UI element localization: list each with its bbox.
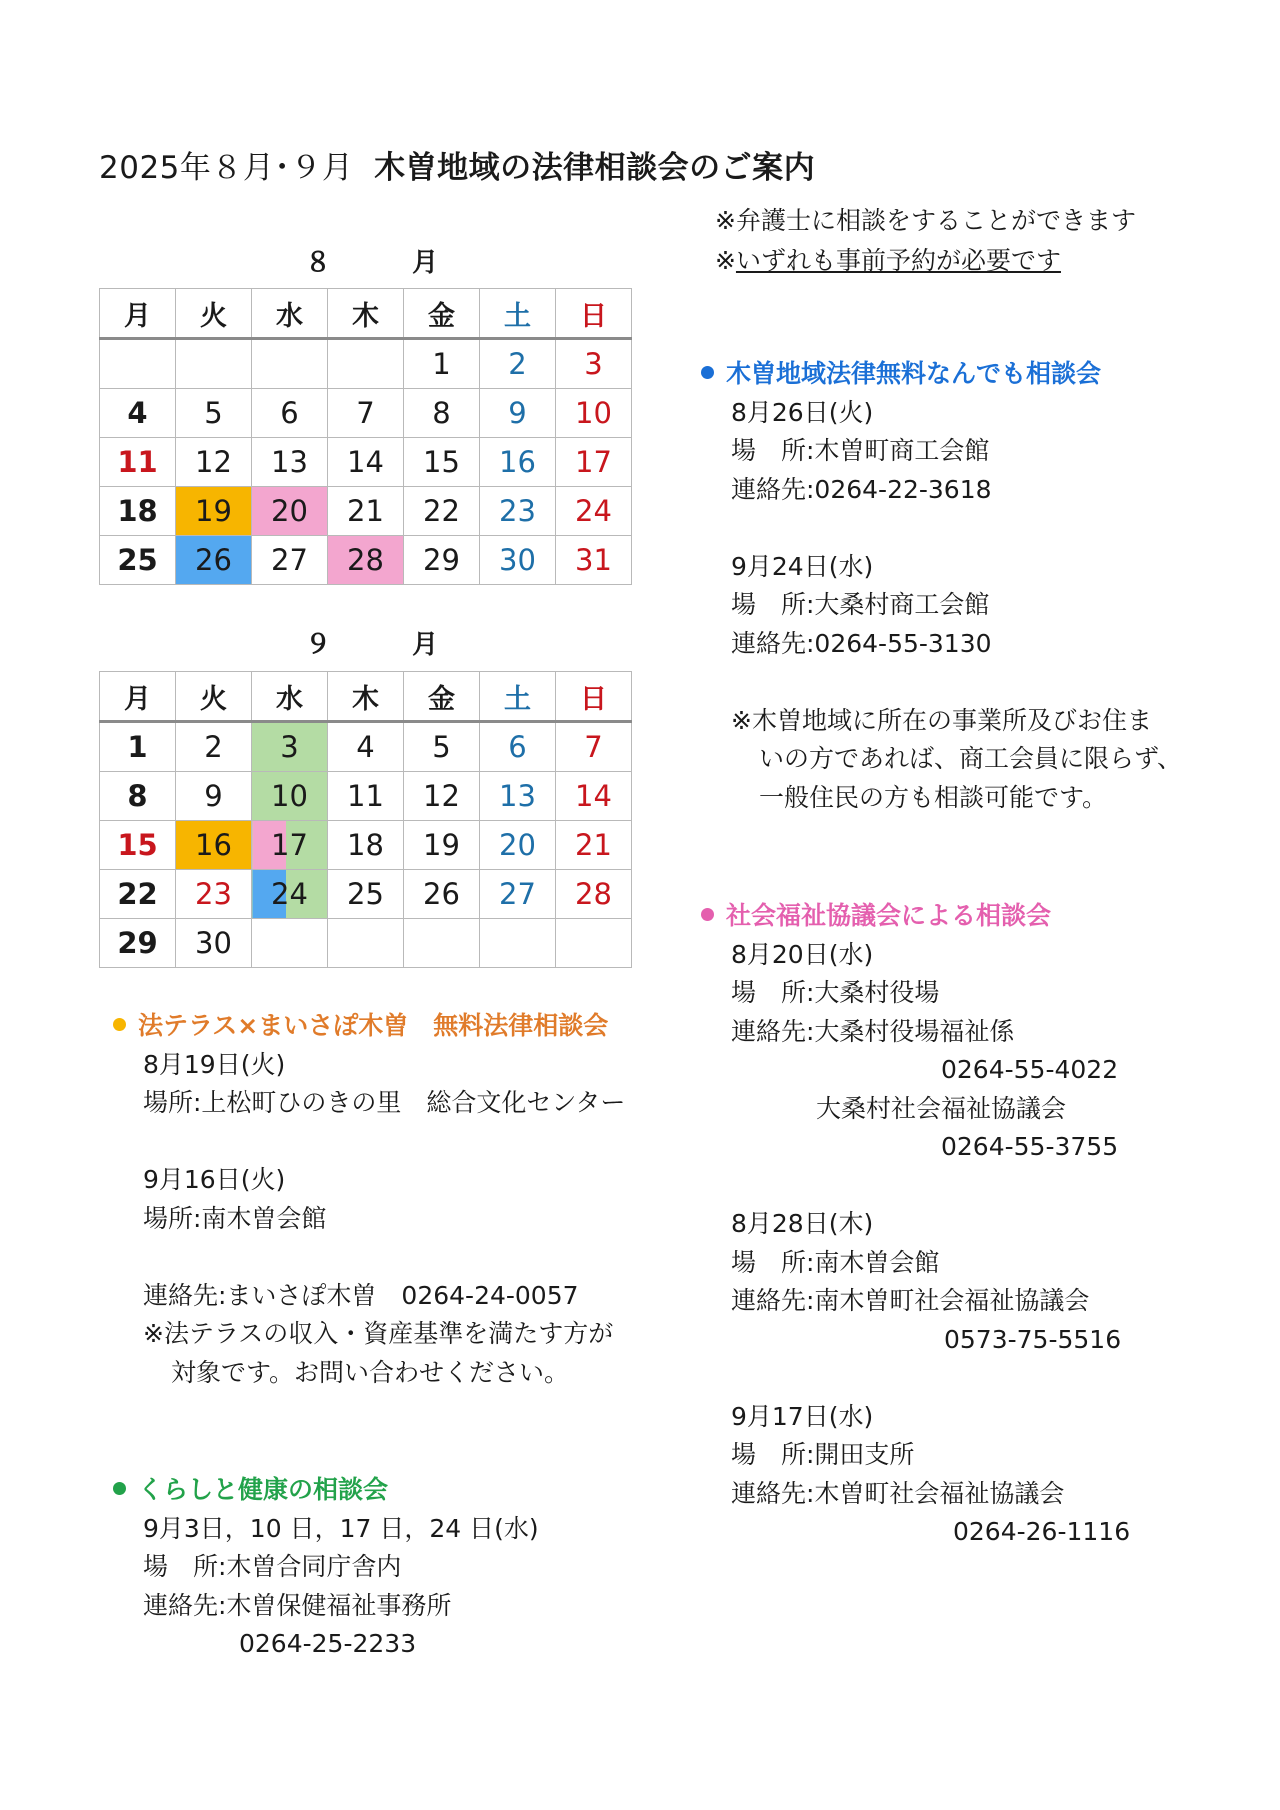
day-cell: 20 (480, 821, 556, 870)
day-cell: 22 (404, 487, 480, 536)
weekday-tue: 火 (176, 289, 252, 339)
weekday-fri: 金 (404, 672, 480, 722)
weekday-sat: 土 (480, 289, 556, 339)
day-cell: 4 (100, 389, 176, 438)
section-kurashi (113, 1471, 539, 1664)
day-cell (328, 919, 404, 968)
houterasu-contact: 連絡先:まいさぽ木曽 0264-24-0057 (143, 1280, 579, 1310)
shakyo-tel2: 0573-75-5516 (944, 1324, 1122, 1354)
day-cell: 5 (176, 389, 252, 438)
kurashi-heading (113, 1471, 539, 1510)
day-cell: 1 (404, 339, 480, 389)
day-cell: 28 (556, 870, 632, 919)
bullet-dot-icon (113, 1482, 126, 1495)
shakyo-contact2: 連絡先:南木曽町社会福祉協議会 (731, 1286, 1090, 1315)
day-cell: 29 (100, 919, 176, 968)
day-cell: 12 (176, 438, 252, 487)
shakyo-date2: 8月28日(木) (731, 1209, 874, 1238)
houterasu-heading-text: 法テラス×まいさぽ木曽 無料法律相談会 (138, 1011, 609, 1040)
shakyo-org1b: 大桑村社会福祉協議会 (816, 1093, 1067, 1123)
day-cell: 15 (404, 438, 480, 487)
kiso-contact2: 連絡先:0264-55-3130 (731, 628, 992, 658)
weekday-sun: 日 (556, 672, 632, 722)
day-cell: 7 (556, 722, 632, 772)
weekday-sun: 日 (556, 289, 632, 339)
day-cell: 13 (252, 438, 328, 487)
page-title (99, 142, 815, 187)
weekday-thu: 木 (328, 289, 404, 339)
day-cell: 9 (176, 772, 252, 821)
day-cell: 27 (252, 536, 328, 585)
title-main: 木曽地域の法律相談会のご案内 (374, 150, 816, 186)
weekday-mon: 月 (100, 672, 176, 722)
kiso-note3: 一般住民の方も相談可能です。 (759, 782, 1108, 812)
kiso-note2: いの方であれば、商工会員に限らず、 (759, 744, 1183, 773)
day-cell (404, 919, 480, 968)
day-cell: 12 (404, 772, 480, 821)
day-cell: 25 (100, 536, 176, 585)
day-cell: 13 (480, 772, 556, 821)
day-cell: 16 (480, 438, 556, 487)
shakyo-place1: 場 所:大桑村役場 (731, 978, 940, 1007)
bullet-dot-icon (113, 1018, 126, 1031)
shakyo-heading (701, 897, 1130, 936)
day-cell: 31 (556, 536, 632, 585)
day-cell-holiday: 15 (100, 821, 176, 870)
day-cell: 21 (328, 487, 404, 536)
kurashi-tel: 0264-25-2233 (239, 1629, 417, 1658)
kiso-contact1: 連絡先:0264-22-3618 (731, 474, 992, 504)
section-kiso (701, 355, 1182, 817)
day-cell: 26 (404, 870, 480, 919)
day-cell-shakyo: 28 (328, 536, 404, 585)
kiso-heading (701, 355, 1182, 394)
august-label (305, 242, 438, 279)
day-cell-houterasu: 16 (176, 821, 252, 870)
day-cell: 1 (100, 722, 176, 772)
weekday-thu: 木 (328, 672, 404, 722)
day-cell-kurashi: 3 (252, 722, 328, 772)
shakyo-contact1: 連絡先:大桑村役場福祉係 (731, 1016, 1015, 1046)
shakyo-place3: 場 所:開田支所 (731, 1440, 915, 1469)
note-lawyer: ※弁護士に相談をすることができます (715, 206, 1136, 235)
note-reservation: ※いずれも事前予約が必要です (715, 246, 1061, 275)
day-cell: 6 (480, 722, 556, 772)
kiso-place2: 場 所:大桑村商工会館 (731, 590, 990, 619)
day-cell: 18 (100, 487, 176, 536)
weekday-wed: 水 (252, 289, 328, 339)
shakyo-date1: 8月20日(水) (731, 939, 874, 969)
shakyo-place2: 場 所:南木曽会館 (731, 1247, 940, 1277)
day-cell-kiso: 26 (176, 536, 252, 585)
august-calendar (99, 288, 632, 585)
houterasu-place2: 場所:南木曽会館 (143, 1203, 327, 1233)
houterasu-heading (113, 1007, 625, 1046)
day-cell: 24 (556, 487, 632, 536)
weekday-fri: 金 (404, 289, 480, 339)
shakyo-heading-text: 社会福祉協議会による相談会 (726, 901, 1052, 930)
day-cell: 29 (404, 536, 480, 585)
kiso-place1: 場 所:木曽町商工会館 (731, 436, 990, 465)
houterasu-note2: 対象です。お問い合わせください。 (171, 1357, 570, 1387)
day-cell: 2 (480, 339, 556, 389)
day-cell (252, 339, 328, 389)
september-num: ９ (305, 630, 332, 660)
day-cell (100, 339, 176, 389)
day-cell (252, 919, 328, 968)
section-houterasu (113, 1007, 625, 1392)
kurashi-heading-text: くらしと健康の相談会 (138, 1475, 389, 1504)
day-cell-holiday: 11 (100, 438, 176, 487)
houterasu-date1: 8月19日(火) (143, 1049, 286, 1079)
day-cell: 7 (328, 389, 404, 438)
shakyo-tel1: 0264-55-4022 (941, 1055, 1119, 1084)
day-cell: 2 (176, 722, 252, 772)
day-cell-kurashi: 10 (252, 772, 328, 821)
day-cell: 25 (328, 870, 404, 919)
weekday-mon: 月 (100, 289, 176, 339)
day-cell (556, 919, 632, 968)
day-cell-houterasu: 19 (176, 487, 252, 536)
day-cell-shakyo-kurashi: 17 (252, 821, 328, 870)
day-cell: 23 (480, 487, 556, 536)
shakyo-tel3: 0264-26-1116 (953, 1517, 1131, 1546)
day-cell: 19 (404, 821, 480, 870)
bullet-dot-icon (701, 366, 714, 379)
day-cell: 6 (252, 389, 328, 438)
weekday-sat: 土 (480, 672, 556, 722)
day-cell (176, 339, 252, 389)
day-cell: 30 (176, 919, 252, 968)
houterasu-date2: 9月16日(火) (143, 1165, 286, 1194)
shakyo-contact3: 連絡先:木曽町社会福祉協議会 (731, 1478, 1065, 1508)
kurashi-place: 場 所:木曽合同庁舎内 (143, 1552, 402, 1581)
day-cell: 8 (100, 772, 176, 821)
shakyo-tel1b: 0264-55-3755 (941, 1132, 1119, 1161)
day-cell: 3 (556, 339, 632, 389)
september-label (305, 624, 438, 661)
section-shakyo (701, 897, 1130, 1552)
day-cell: 8 (404, 389, 480, 438)
day-cell: 18 (328, 821, 404, 870)
houterasu-place1: 場所:上松町ひのきの里 総合文化センター (143, 1088, 626, 1117)
day-cell-kiso-kurashi: 24 (252, 870, 328, 919)
weekday-wed: 水 (252, 672, 328, 722)
september-char: 月 (412, 630, 439, 660)
weekday-tue: 火 (176, 672, 252, 722)
day-cell: 27 (480, 870, 556, 919)
day-cell (480, 919, 556, 968)
kiso-heading-text: 木曽地域法律無料なんでも相談会 (726, 359, 1102, 388)
kurashi-dates: 9月3日，10 日，17 日，24 日(水) (143, 1513, 539, 1543)
day-cell: 5 (404, 722, 480, 772)
kurashi-contact: 連絡先:木曽保健福祉事務所 (143, 1590, 452, 1620)
day-cell: 21 (556, 821, 632, 870)
august-num: ８ (305, 248, 332, 278)
day-cell (328, 339, 404, 389)
day-cell-shakyo: 20 (252, 487, 328, 536)
shakyo-date3: 9月17日(水) (731, 1401, 874, 1431)
kiso-date2: 9月24日(水) (731, 551, 874, 581)
houterasu-note1: ※法テラスの収入・資産基準を満たす方が (143, 1319, 614, 1348)
day-cell: 30 (480, 536, 556, 585)
day-cell: 14 (556, 772, 632, 821)
august-char: 月 (412, 248, 439, 278)
title-date: 2025年８月･９月 (99, 150, 354, 186)
day-cell-holiday: 23 (176, 870, 252, 919)
kiso-note1: ※木曽地域に所在の事業所及びお住ま (731, 705, 1152, 735)
day-cell: 11 (328, 772, 404, 821)
day-cell: 17 (556, 438, 632, 487)
day-cell: 10 (556, 389, 632, 438)
september-calendar (99, 671, 632, 968)
day-cell: 14 (328, 438, 404, 487)
day-cell: 9 (480, 389, 556, 438)
day-cell: 4 (328, 722, 404, 772)
bullet-dot-icon (701, 908, 714, 921)
note-reservation-text: いずれも事前予約が必要です (735, 246, 1061, 275)
kiso-date1: 8月26日(火) (731, 397, 874, 427)
day-cell: 22 (100, 870, 176, 919)
